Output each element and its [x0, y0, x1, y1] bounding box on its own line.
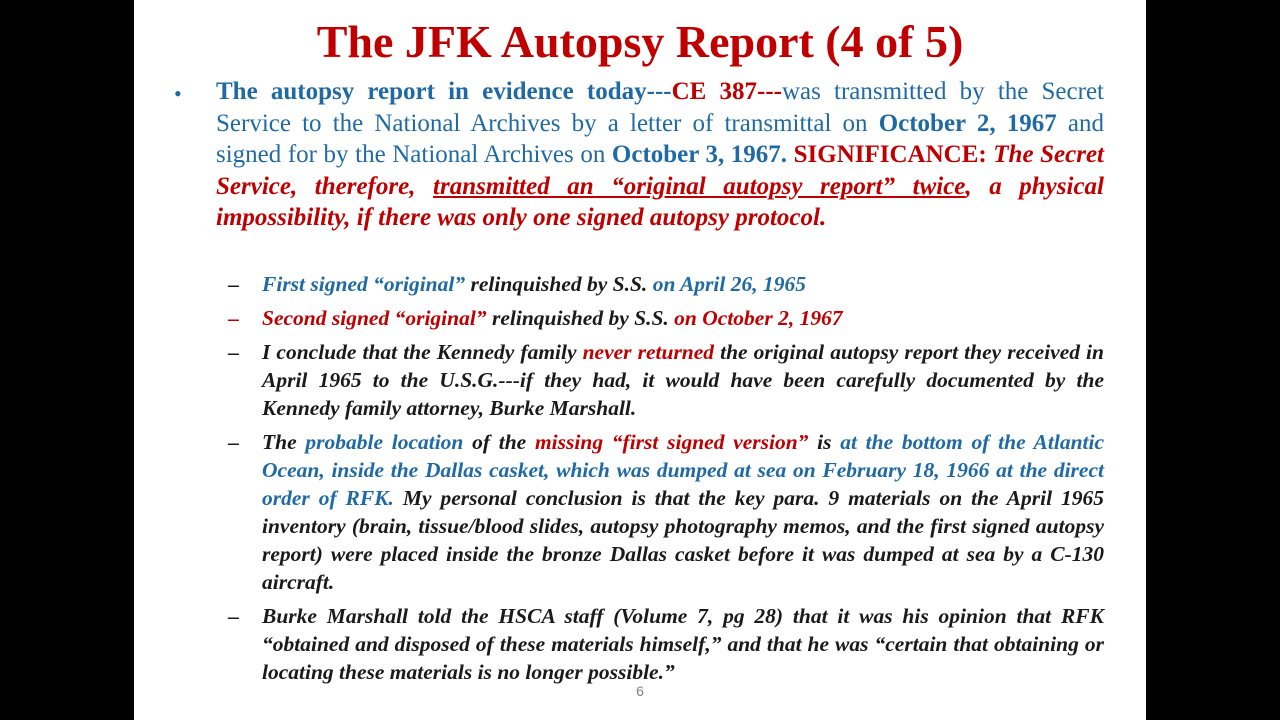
- sub-bullet-4: [262, 428, 1104, 596]
- dash-marker: –: [228, 430, 239, 454]
- sub-text-part: at the bottom of the Atlantic Ocean, inside the Dallas casket, which was dumped at sea on February 18, 1966 at the direct order of RFK.: [262, 430, 1105, 510]
- sub-text-part: First signed “original”: [262, 272, 466, 296]
- main-bullet-text: [216, 76, 1104, 234]
- slide: [134, 0, 1146, 720]
- main-text-part: ---: [757, 78, 782, 105]
- sub-text-part: on April 26, 1965: [652, 272, 807, 296]
- significance-text: The Secret Service, therefore,: [216, 141, 1104, 200]
- sub-text-part: relinquished by S.S.: [465, 272, 653, 296]
- dash-marker: –: [228, 272, 239, 296]
- sub-text-part: is: [808, 430, 841, 454]
- sub-text-part: Burke Marshall told the HSCA staff (Volume 7, pg 28) that it was his opinion that RFK “obtained and disposed of these materials himself,” and that he was “certain that obtaining or locating these materials is no longer possible.”: [262, 604, 1104, 684]
- significance-text: , a physical impossibility, if there was only one signed autopsy protocol.: [216, 172, 1104, 231]
- main-text-part: The autopsy report in evidence today---: [216, 78, 672, 105]
- sub-text-part: never returned: [582, 340, 715, 364]
- main-text-part: and signed for by the National Archives on: [216, 109, 1104, 168]
- date-highlight: October 3, 1967.: [611, 141, 788, 168]
- significance-label: SIGNIFICANCE:: [787, 141, 994, 168]
- sub-text-part: the original autopsy report they received in April 1965 to the U.S.G.---if they had, it would have been carefully documented by the Kennedy family attorney, Burke Marshall.: [262, 340, 1104, 420]
- sub-bullet-3: [262, 338, 1104, 422]
- sub-text-part: I conclude that the Kennedy family: [262, 340, 583, 364]
- slide-title: The JFK Autopsy Report (4 of 5): [316, 16, 964, 67]
- sub-text-part: relinquished by S.S.: [486, 306, 675, 330]
- dash-marker: –: [228, 604, 239, 628]
- sub-bullet-1: [262, 270, 1104, 298]
- main-text-part: was transmitted by the Secret Service to the National Archives by a letter of transmittal on: [216, 78, 1104, 137]
- sub-text-part: My personal conclusion is that the key para. 9 materials on the April 1965 inventory (brain, tissue/blood slides, autopsy photography memos, and the first signed autopsy report) were placed inside the bronze Dallas casket before it was dumped at sea by a C-130 aircraft.: [262, 486, 1104, 594]
- bullet-marker: •: [174, 81, 182, 106]
- sub-text-part: The: [262, 430, 306, 454]
- sub-bullet-5: [262, 602, 1104, 686]
- date-highlight: October 2, 1967: [878, 109, 1057, 137]
- dash-marker: –: [228, 306, 239, 330]
- sub-text-part: on October 2, 1967: [674, 306, 843, 330]
- exhibit-ref: CE 387: [671, 78, 757, 105]
- significance-underlined: transmitted an “original autopsy report” twice: [433, 172, 966, 200]
- sub-text-part: of the: [463, 430, 535, 454]
- page-number: 6: [636, 683, 644, 699]
- sub-bullet-2: [262, 304, 1104, 332]
- sub-text-part: missing “first signed version”: [534, 430, 809, 454]
- dash-marker: –: [228, 340, 239, 364]
- sub-text-part: Second signed “original”: [262, 306, 487, 330]
- sub-text-part: probable location: [305, 430, 464, 454]
